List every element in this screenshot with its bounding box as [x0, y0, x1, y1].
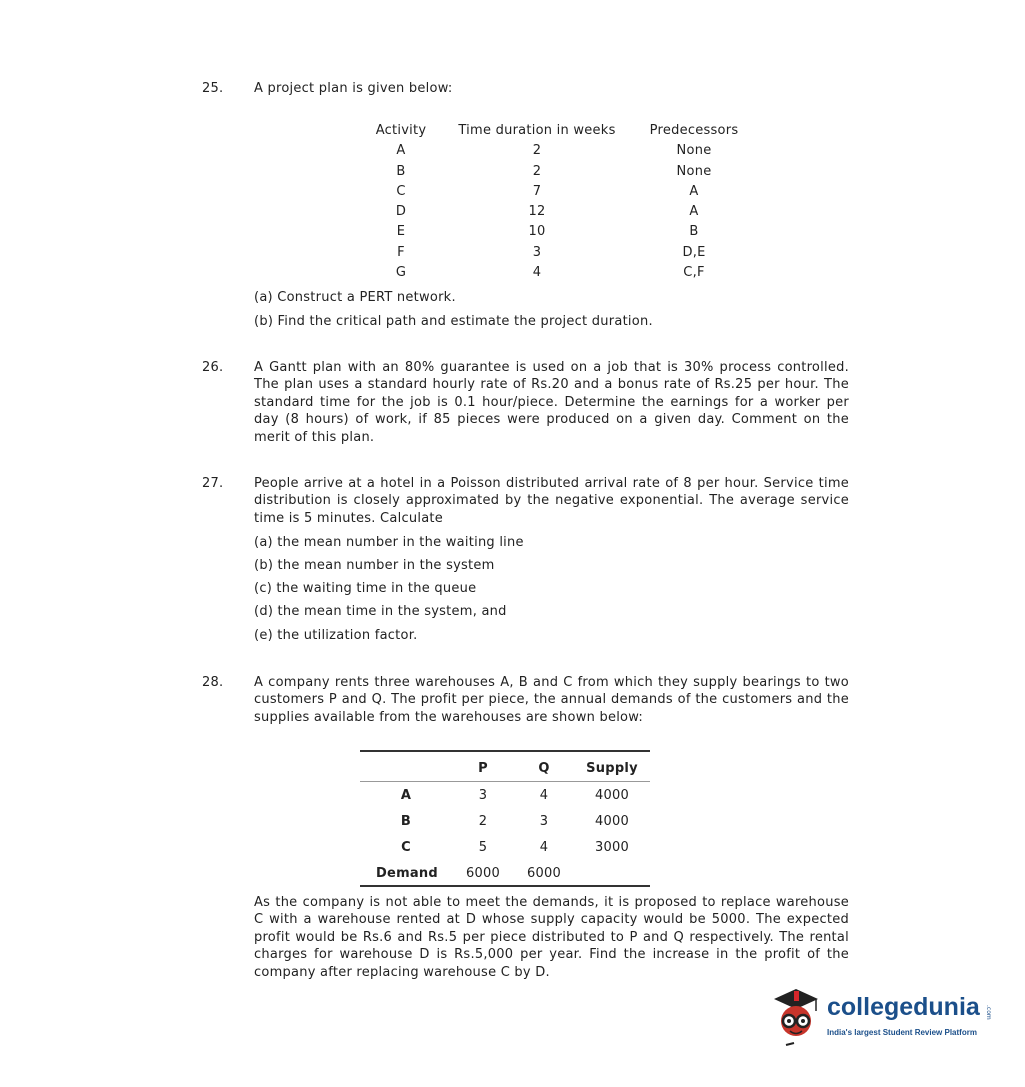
demand-q: 6000	[526, 866, 562, 881]
duration-cell: 4	[532, 265, 542, 281]
cell-supply: 3000	[594, 840, 630, 855]
question-28-text: A company rents three warehouses A, B and C from which they supply bearings to two customers P and Q. The profit per piece, the annual demands of the customers and the supplies available from the warehouses are shown below:	[254, 675, 849, 725]
question-27-part-b: (b) the mean number in the system	[254, 558, 495, 573]
duration-cell: 10	[528, 224, 546, 240]
question-25-part-a: (a) Construct a PERT network.	[254, 290, 456, 305]
header-p: P	[478, 761, 488, 776]
question-26-text: A Gantt plan with an 80% guarantee is used on a job that is 30% process controlled. The plan uses a standard hourly rate of Rs.20 and a bonus rate of Rs.25 per hour. The standard time for the job is 0.1 hour/piece. Determine the earnings for a worker per day (8 hours) of work, if 85 pieces were produced on a given day. Comment on the merit of this plan.	[254, 360, 849, 445]
demand-p: 6000	[465, 866, 501, 881]
predecessors-cell: B	[689, 224, 699, 240]
header-rule	[360, 781, 650, 782]
cell-p: 3	[478, 788, 488, 803]
activity-cell: E	[396, 224, 406, 240]
demand-label: Demand	[376, 866, 438, 881]
activity-cell: G	[395, 265, 407, 281]
duration-cell: 2	[532, 143, 542, 159]
question-28-number: 28.	[202, 675, 224, 690]
table-top-rule	[360, 750, 650, 752]
cell-supply: 4000	[594, 788, 630, 803]
duration-header: Time duration in weeks	[458, 123, 616, 138]
cell-p: 2	[478, 814, 488, 829]
activity-cell: C	[396, 183, 406, 199]
header-q: Q	[538, 761, 550, 776]
predecessors-cell: D,E	[682, 244, 706, 260]
cell-q: 4	[539, 788, 549, 803]
question-28-followup: As the company is not able to meet the demands, it is proposed to replace warehouse C with a warehouse rented at D whose supply capacity would be 5000. The expected profit would be Rs.6 and Rs.5 per piece distributed to P and Q respectively. The rental charges for warehouse D is Rs.5,000 per year. Find the increase in the profit of the company after replacing warehouse C by D.	[254, 895, 849, 980]
question-26-number: 26.	[202, 360, 224, 375]
question-25-number: 25.	[202, 81, 224, 96]
question-27-part-e: (e) the utilization factor.	[254, 628, 418, 643]
activity-header: Activity	[375, 123, 427, 138]
logo-wordmark: collegedunia	[827, 993, 980, 1021]
activity-cell: F	[397, 244, 405, 260]
duration-column	[448, 121, 626, 283]
question-27-part-a: (a) the mean number in the waiting line	[254, 535, 524, 550]
cell-supply: 4000	[594, 814, 630, 829]
cell-q: 3	[539, 814, 549, 829]
activity-cell: B	[396, 163, 406, 179]
predecessors-cell: A	[689, 204, 699, 220]
question-27-part-d: (d) the mean time in the system, and	[254, 604, 507, 619]
mascot-icon	[768, 983, 824, 1049]
row-label: A	[400, 788, 412, 803]
question-27-part-c: (c) the waiting time in the queue	[254, 581, 477, 596]
table-bottom-rule	[360, 885, 650, 887]
predecessors-header: Predecessors	[649, 123, 739, 138]
predecessors-cell: A	[689, 183, 699, 199]
question-27-text: People arrive at a hotel in a Poisson distributed arrival rate of 8 per hour. Service time distribution is closely approximated by the negative exponential. The average service time is 5 minutes. Calculate	[254, 476, 849, 526]
row-label: B	[400, 814, 412, 829]
header-supply: Supply	[586, 761, 638, 776]
logo-tagline: India's largest Student Review Platform	[827, 1028, 977, 1037]
duration-cell: 7	[532, 183, 542, 199]
activity-column	[372, 121, 430, 283]
collegedunia-logo	[768, 983, 1008, 1053]
cell-q: 4	[539, 840, 549, 855]
row-label: C	[401, 840, 411, 855]
logo-suffix: .com	[985, 1005, 992, 1020]
predecessors-cell: C,F	[683, 265, 705, 281]
duration-cell: 12	[528, 204, 546, 220]
activity-cell: D	[395, 204, 407, 220]
predecessors-column	[644, 121, 744, 283]
predecessors-cell: None	[676, 143, 712, 159]
question-27-number: 27.	[202, 476, 224, 491]
activity-cell: A	[396, 143, 406, 159]
predecessors-cell: None	[676, 163, 712, 179]
cell-p: 5	[478, 840, 488, 855]
duration-cell: 2	[532, 163, 542, 179]
duration-cell: 3	[532, 244, 542, 260]
question-25-part-b: (b) Find the critical path and estimate the project duration.	[254, 314, 653, 329]
question-25-intro: A project plan is given below:	[254, 81, 453, 96]
